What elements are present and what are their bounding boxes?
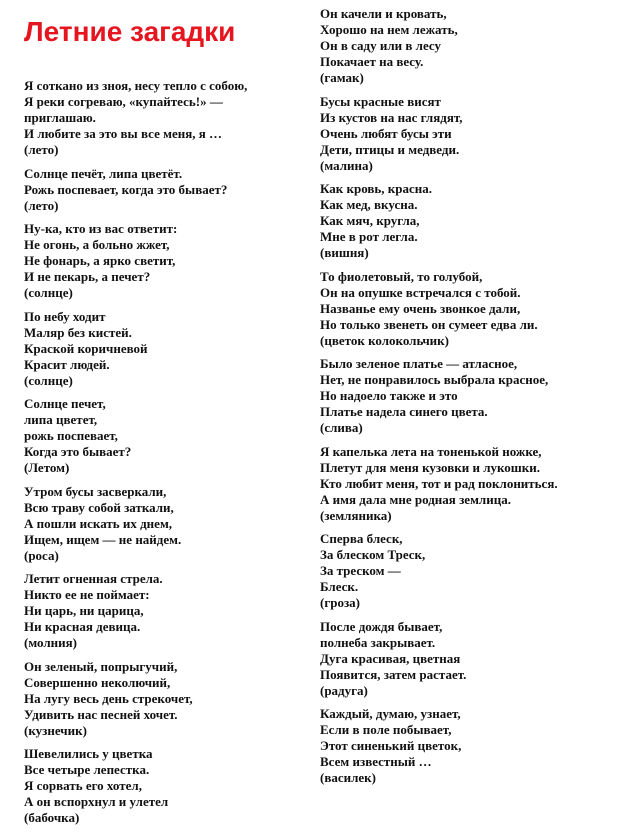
riddle-line: Совершенно неколючий,: [24, 674, 171, 690]
riddle: [320, 269, 615, 349]
riddle-answer: (роса): [24, 547, 59, 563]
riddle-answer: (бабочка): [24, 810, 80, 825]
riddle-line: То фиолетовый, то голубой,: [320, 268, 483, 284]
riddle-answer: (кузнечик): [24, 722, 87, 738]
riddle-answer: (лето): [24, 142, 59, 157]
riddle-answer: (цветок колокольчик): [320, 332, 449, 348]
right-column: [320, 6, 615, 794]
riddle-line: полнеба закрывает.: [320, 634, 436, 650]
riddle-line: Он в саду или в лесу: [320, 38, 441, 53]
riddle-line: И любите за это вы все меня, я …: [24, 126, 223, 141]
riddle-line: Мне в рот легла.: [320, 229, 418, 244]
riddle-answer: (солнце): [24, 372, 73, 388]
riddle-line: Никто ее не поймает:: [24, 587, 150, 602]
riddle-line: Краской коричневой: [24, 340, 148, 356]
riddle-line: Платье надела синего цвета.: [320, 404, 488, 419]
riddle-line: Бусы красные висят: [320, 93, 441, 109]
riddle: [24, 659, 304, 739]
riddle: [320, 444, 615, 524]
riddle-line: Он качели и кровать,: [320, 6, 447, 21]
riddle-answer: (молния): [24, 635, 77, 650]
riddle-line: Не огонь, а больно жжет,: [24, 237, 170, 252]
riddle-line: Когда это бывает?: [24, 444, 132, 459]
riddle: [24, 396, 304, 476]
riddle-line: Дуга красивая, цветная: [320, 650, 461, 666]
riddle: [24, 221, 304, 301]
riddle: [24, 484, 304, 564]
riddle-line: Из кустов на нас глядят,: [320, 109, 463, 125]
riddle-line: Как мяч, кругла,: [320, 213, 420, 228]
riddle-line: Всем известный …: [320, 754, 432, 769]
riddle: [320, 531, 615, 611]
left-column: [24, 78, 304, 834]
riddle-line: За треском —: [320, 563, 401, 578]
riddle-answer: (земляника): [320, 507, 392, 523]
riddle-answer: (гамак): [320, 70, 364, 85]
riddle-line: А имя дала мне родная землица.: [320, 491, 511, 507]
riddle-line: Утром бусы засверкали,: [24, 483, 167, 499]
riddle-line: Было зеленое платье — атласное,: [320, 356, 518, 371]
riddle-line: Ну-ка, кто из вас ответит:: [24, 221, 178, 236]
riddle-line: Я сорвать его хотел,: [24, 778, 142, 793]
riddle-line: рожь поспевает,: [24, 428, 118, 443]
riddle-line: На лугу весь день стрекочет,: [24, 690, 193, 706]
riddle-line: Он зеленый, попрыгучий,: [24, 658, 178, 674]
riddle-answer: (Летом): [24, 460, 70, 475]
riddle-line: Как кровь, красна.: [320, 181, 433, 196]
riddle-line: Я соткано из зноя, несу тепло с собою,: [24, 78, 248, 93]
riddle-line: Я капелька лета на тоненькой ножке,: [320, 443, 542, 459]
riddle-line: Покачает на весу.: [320, 54, 424, 69]
riddle-line: Появится, затем растает.: [320, 666, 467, 682]
riddle: [320, 619, 615, 699]
riddle-line: Удивить нас песней хочет.: [24, 706, 178, 722]
riddle: [24, 309, 304, 389]
riddle-line: Солнце печет,: [24, 396, 106, 411]
riddle-line: Дети, птицы и медведи.: [320, 141, 460, 157]
riddle-line: Как мед, вкусна.: [320, 197, 418, 212]
riddle-line: Ищем, ищем — не найдем.: [24, 531, 182, 547]
riddle: [320, 181, 615, 261]
riddle: [320, 706, 615, 786]
riddle-line: Плетут для меня кузовки и лукошки.: [320, 459, 541, 475]
riddle: [24, 746, 304, 826]
riddle-line: Все четыре лепестка.: [24, 762, 150, 777]
riddle-line: приглашаю.: [24, 110, 96, 125]
riddle-line: Но только звенеть он сумеет едва ли.: [320, 316, 538, 332]
riddle: [320, 94, 615, 174]
riddle-line: И не пекарь, а печет?: [24, 269, 151, 284]
riddle: [24, 166, 304, 214]
page-title: Летние загадки: [24, 16, 236, 47]
riddle-line: Очень любят бусы эти: [320, 125, 452, 141]
riddle-answer: (слива): [320, 420, 363, 435]
riddle-line: А пошли искать их днем,: [24, 515, 173, 531]
riddle-line: Блеск.: [320, 579, 359, 594]
riddle-line: Если в поле побывает,: [320, 722, 452, 737]
riddle-line: Этот синенький цветок,: [320, 738, 462, 753]
riddle-answer: (лето): [24, 197, 59, 213]
riddle-answer: (радуга): [320, 682, 368, 698]
riddle-line: Но надоело также и это: [320, 388, 458, 403]
riddle: [24, 78, 304, 158]
riddle-answer: (гроза): [320, 595, 361, 610]
riddle-line: Ни красная девица.: [24, 619, 141, 634]
riddle: [320, 6, 615, 86]
riddle-line: Шевелились у цветка: [24, 746, 153, 761]
riddle-line: Не фонарь, а ярко светит,: [24, 253, 176, 268]
riddle-line: Маляр без кистей.: [24, 324, 132, 340]
riddle-line: Кто любит меня, тот и рад поклониться.: [320, 475, 558, 491]
riddle-line: Красит людей.: [24, 356, 110, 372]
riddle-line: Сперва блеск,: [320, 531, 403, 546]
riddle-answer: (василек): [320, 770, 376, 785]
riddle-line: липа цветет,: [24, 412, 98, 427]
riddle-line: Он на опушке встречался с тобой.: [320, 284, 521, 300]
riddle: [320, 356, 615, 436]
riddle-line: По небу ходит: [24, 308, 106, 324]
riddle-line: Ни царь, ни царица,: [24, 603, 144, 618]
riddle-line: Солнце печёт, липа цветёт.: [24, 165, 183, 181]
riddle-line: Летит огненная стрела.: [24, 571, 163, 586]
riddle-line: Нет, не понравилось выбрала красное,: [320, 372, 549, 387]
riddle: [24, 571, 304, 651]
riddle-line: Всю траву собой заткали,: [24, 499, 174, 515]
riddle-answer: (солнце): [24, 285, 73, 300]
riddle-line: Каждый, думаю, узнает,: [320, 706, 461, 721]
riddle-line: За блеском Треск,: [320, 547, 426, 562]
riddle-line: После дождя бывает,: [320, 618, 443, 634]
riddle-line: Рожь поспевает, когда это бывает?: [24, 181, 228, 197]
riddle-line: Названье ему очень звонкое дали,: [320, 300, 521, 316]
riddle-line: Хорошо на нем лежать,: [320, 22, 458, 37]
riddle-line: А он вспорхнул и улетел: [24, 794, 169, 809]
riddle-line: Я реки согреваю, «купайтесь!» —: [24, 94, 223, 109]
riddle-answer: (вишня): [320, 245, 369, 260]
riddle-answer: (малина): [320, 157, 373, 173]
